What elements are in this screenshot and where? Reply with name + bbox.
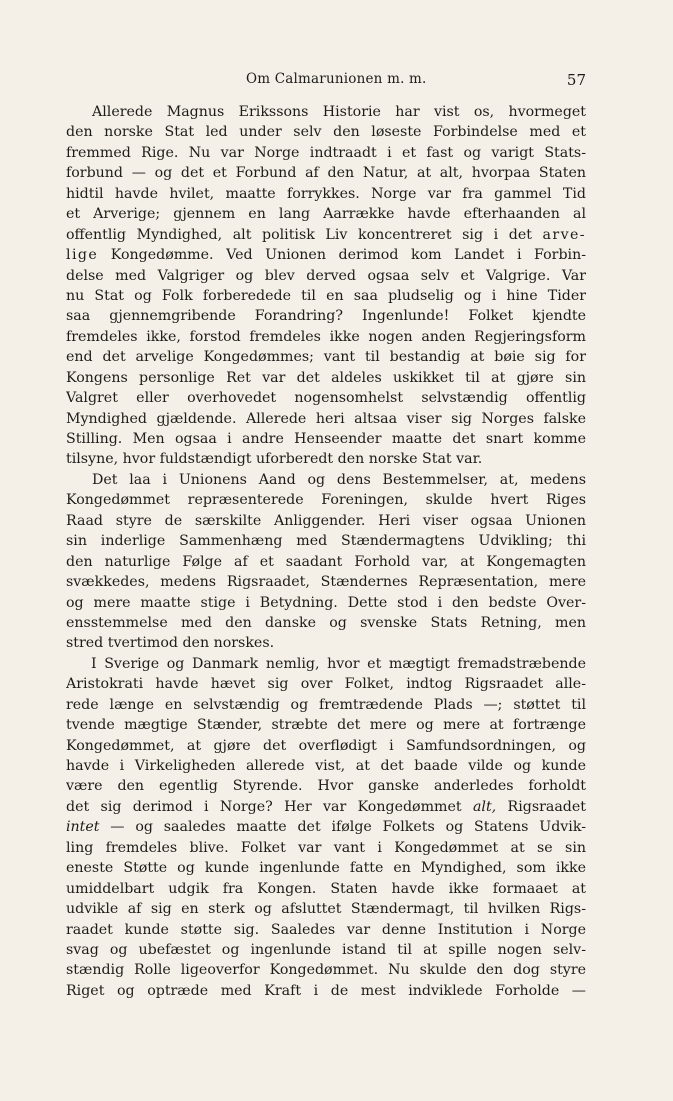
text-line: sin inderlige Sammenhæng med Stændermagtens Udvikling; thi xyxy=(66,533,586,550)
page-header xyxy=(66,71,586,95)
text-line: forbund — og det et Forbund af den Natur, at alt, hvorpaa Staten xyxy=(66,165,586,182)
text-line: raadet kunde støtte sig. Saaledes var denne Institution i Norge xyxy=(66,921,586,938)
text-line: fremdeles ikke, forstod fremdeles ikke nogen anden Regjeringsform xyxy=(66,328,586,345)
text-line: rede længe en selvstændig og fremtrædende Plads —; støttet til xyxy=(66,696,586,713)
text-line: Stilling. Men ogsaa i andre Henseender maatte det snart komme xyxy=(66,431,586,447)
paragraph-2 xyxy=(66,470,586,654)
text-line-with-italic xyxy=(66,817,586,837)
text-line: Raad styre de særskilte Anliggender. Heri viser ogsaa Unionen xyxy=(66,512,586,529)
text-line: I Sverige og Danmark nemlig, hvor et mægtigt fremadstræbende xyxy=(91,655,586,672)
text-line: saa gjennemgribende Forandring? Ingenlunde! Folket kjendte xyxy=(66,308,586,325)
spaced-word: arve- xyxy=(542,226,586,243)
text-line: et Arverige; gjennem en lang Aarrække havde efterhaanden al xyxy=(66,206,586,223)
body-text xyxy=(66,102,586,1001)
text-line: fremmed Rige. Nu var Norge indtraadt i et fast og varigt Stats- xyxy=(66,144,586,161)
text-line-with-spaced-word xyxy=(66,245,586,265)
text-line: ling fremdeles blive. Folket var vant i Kongedømmet at se sin xyxy=(66,839,586,856)
text-line: Kongens personlige Ret var det aldeles uskikket til at gjøre sin xyxy=(66,369,586,386)
text-line: stændig Rolle ligeoverfor Kongedømmet. Nu skulde den dog styre xyxy=(66,962,586,979)
spaced-word: lige xyxy=(66,247,99,264)
text-segment: det sig derimod i Norge? Her var Kongedømmet xyxy=(66,798,473,815)
text-line: den norske Stat led under selv den løseste Forbindelse med et xyxy=(66,124,586,141)
text-line: ensstemmelse med den danske og svenske Stats Retning, men xyxy=(66,614,586,631)
text-line: være den egentlig Styrende. Hvor ganske anderledes forholdt xyxy=(66,778,586,795)
text-line: hidtil havde hvilet, maatte forrykkes. Norge var fra gammel Tid xyxy=(66,185,586,202)
paragraph-1 xyxy=(66,102,586,470)
text-line: Kongedømmet, at gjøre det overflødigt i Samfundsordningen, og xyxy=(66,737,586,754)
text-line: svækkedes, medens Rigsraadet, Stændernes Repræsentation, mere xyxy=(66,574,586,591)
text-line: udvikle af sig en sterk og afsluttet Stændermagt, til hvilken Rigs- xyxy=(66,901,586,918)
text-line: havde i Virkeligheden allerede vist, at det baade vilde og kunde xyxy=(66,758,586,774)
text-line: den naturlige Følge af et saadant Forhold var, at Kongemagten xyxy=(66,553,586,570)
page-number: 57 xyxy=(566,71,586,89)
text-line: Valgret eller overhovedet nogensomhelst selvstændig offentlig xyxy=(66,390,586,407)
text-line: Myndighed gjældende. Allerede heri altsaa viser sig Norges falske xyxy=(66,410,586,427)
text-line: delse med Valgriger og blev derved ogsaa selv et Valgrige. Var xyxy=(66,267,586,284)
text-segment: offentlig Myndighed, alt politisk Liv koncentreret sig i det xyxy=(66,226,532,243)
text-line: eneste Støtte og kunde ingenlunde fatte en Myndighed, som ikke xyxy=(66,860,586,877)
text-segment: — og saaledes maatte det ifølge Folkets og Statens Udvik- xyxy=(99,819,586,836)
text-line: svag og ubefæstet og ingenlunde istand til at spille nogen selv- xyxy=(66,941,586,958)
paragraph-3 xyxy=(66,654,586,1001)
italic-word: alt, xyxy=(472,798,497,815)
text-line-with-spaced-word xyxy=(66,225,586,245)
text-line: Aristokrati havde hævet sig over Folket, indtog Rigsraadet alle- xyxy=(66,676,586,693)
text-line: Det laa i Unionens Aand og dens Bestemmelser, at, medens xyxy=(92,471,586,488)
text-line: nu Stat og Folk forberedede til en saa pludselig og i hine Tider xyxy=(66,287,586,304)
text-line: tvende mægtige Stænder, stræbte det mere og mere at fortrænge xyxy=(66,717,586,734)
text-line: Kongedømmet repræsenterede Foreningen, skulde hvert Riges xyxy=(66,492,586,509)
text-line: umiddelbart udgik fra Kongen. Staten havde ikke formaaet at xyxy=(66,880,586,897)
text-line: og mere maatte stige i Betydning. Dette stod i den bedste Over- xyxy=(66,594,586,611)
running-title: Om Calmarunionen m. m. xyxy=(246,71,427,87)
text-line: Allerede Magnus Erikssons Historie har vist os, hvormeget xyxy=(92,104,586,120)
text-line: Riget og optræde med Kraft i de mest indviklede Forholde — xyxy=(66,982,586,999)
text-line: stred tvertimod den norskes. xyxy=(66,635,275,652)
italic-word: intet xyxy=(66,819,100,836)
text-segment: Rigsraadet xyxy=(496,798,586,815)
text-line: tilsyne, hvor fuldstændigt uforberedt den norske Stat var. xyxy=(66,451,483,468)
text-segment: Kongedømme. Ved Unionen derimod kom Landet i Forbin- xyxy=(98,247,586,264)
text-line-with-italic xyxy=(66,797,586,817)
text-line: end det arvelige Kongedømmes; vant til bestandig at bøie sig for xyxy=(66,349,586,366)
